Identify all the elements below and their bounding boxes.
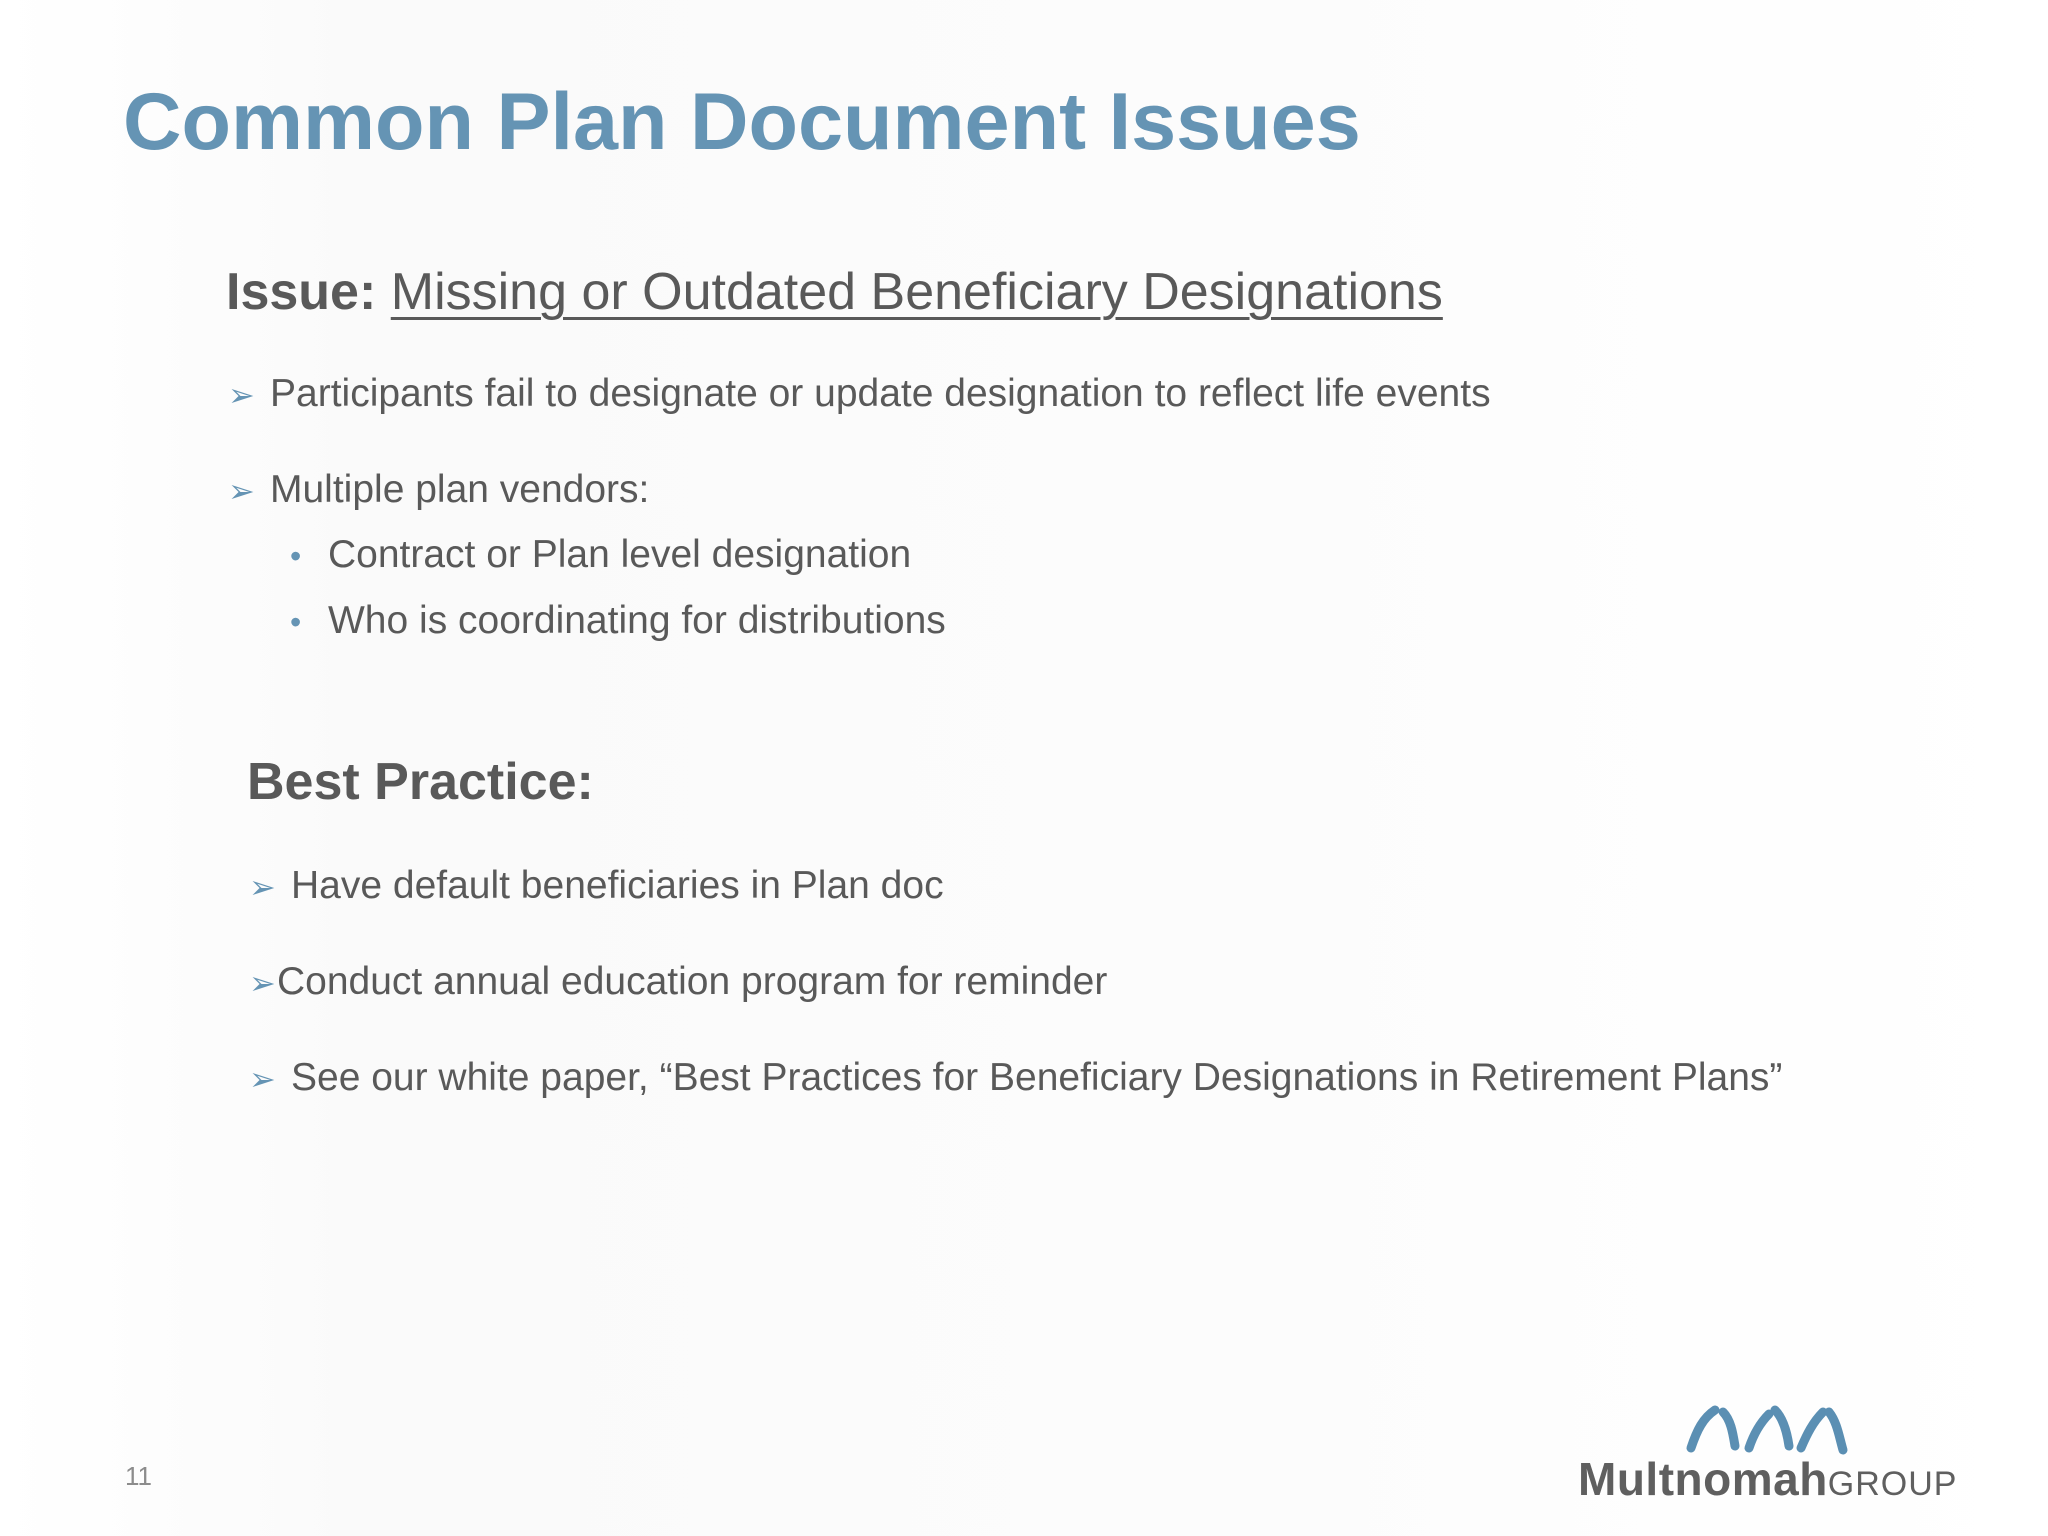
arrow-bullet-icon: ➢ xyxy=(228,376,255,414)
logo-name-bold: Multnomah xyxy=(1578,1453,1828,1505)
issue-point xyxy=(228,370,1491,419)
company-logo xyxy=(1578,1400,1968,1505)
wave-mark-icon xyxy=(1683,1400,1853,1456)
arrow-bullet-icon: ➢ xyxy=(249,1060,276,1098)
best-practice-point-text: Conduct annual education program for reminder xyxy=(277,960,1108,1003)
dot-bullet-icon: • xyxy=(290,538,302,574)
arrow-bullet-icon: ➢ xyxy=(228,472,255,510)
dot-bullet-icon: • xyxy=(290,604,302,640)
page-number: 11 xyxy=(125,1461,152,1491)
arrow-bullet-icon: ➢ xyxy=(249,868,276,906)
best-practice-point-text: Have default beneficiaries in Plan doc xyxy=(291,864,944,907)
best-practice-point xyxy=(249,1054,1782,1103)
best-practice-point xyxy=(249,958,1107,1007)
issue-heading xyxy=(226,262,1443,322)
logo-wordmark xyxy=(1578,1452,1957,1506)
issue-point-text: Participants fail to designate or update designation to reflect life events xyxy=(270,372,1491,415)
issue-sub-point-text: Contract or Plan level designation xyxy=(328,533,912,576)
logo-name-light: GROUP xyxy=(1827,1465,1958,1503)
arrow-bullet-icon: ➢ xyxy=(249,964,276,1002)
issue-point-text: Multiple plan vendors: xyxy=(270,468,650,511)
issue-sub-point-text: Who is coordinating for distributions xyxy=(328,599,946,642)
issue-point xyxy=(228,466,649,515)
best-practice-heading: Best Practice: xyxy=(247,753,594,811)
issue-topic: Missing or Outdated Beneficiary Designations xyxy=(390,263,1443,321)
best-practice-point-text: See our white paper, “Best Practices for Beneficiary Designations in Retirement Plans” xyxy=(291,1056,1783,1099)
issue-sub-point xyxy=(290,597,946,646)
best-practice-point xyxy=(249,862,944,911)
issue-label: Issue: xyxy=(226,263,377,321)
issue-sub-point xyxy=(290,531,911,580)
slide-title: Common Plan Document Issues xyxy=(123,77,1361,167)
